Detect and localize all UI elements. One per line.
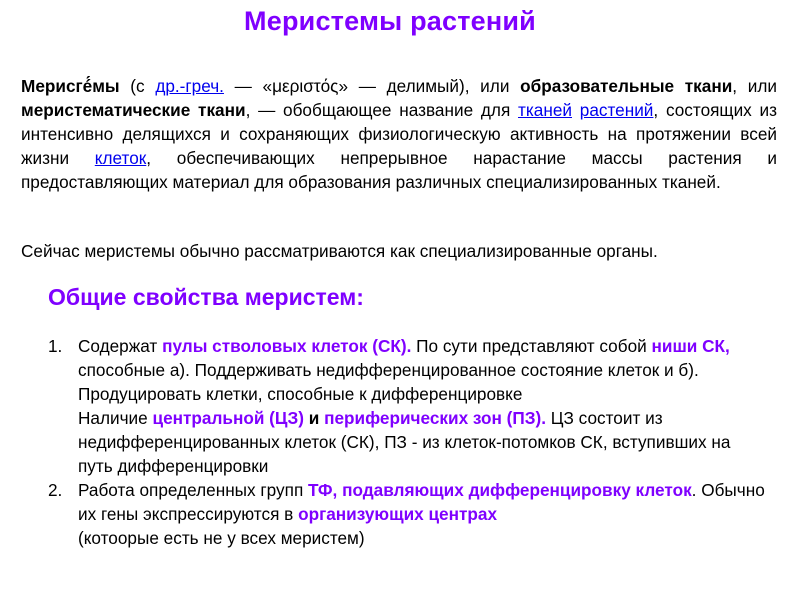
definition-text: , — обобщающее название для: [245, 100, 519, 120]
term-educational-tissues: образовательные ткани: [520, 76, 733, 96]
organs-note: Сейчас меристемы обычно рассматриваются как специализированные органы.: [21, 241, 658, 261]
list-item-text: Работа определенных групп: [78, 480, 309, 500]
list-item: [48, 334, 768, 478]
definition-text: , обеспечивающих непрерывное нарастание массы растения и предоставляющих материал для образования различных специализированных тканей.: [21, 148, 777, 192]
term-meristems: Мерисгé́мы: [21, 76, 120, 96]
properties-list: [48, 334, 768, 550]
link-plants[interactable]: растений: [579, 100, 654, 120]
definition-text: , состоящих из интенсивно делящихся и сохраняющих физиологическую активность на протяжении всей жизни: [21, 100, 778, 168]
page-title: Меристемы растений: [244, 6, 536, 36]
highlight-stem-cell-niches: ниши СК,: [651, 336, 730, 356]
list-item: [48, 478, 768, 550]
list-item-text: (котоорые есть не у всех меристем): [78, 528, 365, 548]
highlight-transcription-factors: ТФ, подавляющих дифференцировку клеток: [308, 480, 692, 500]
definition-text: — «μεριστός» — делимый), или: [223, 76, 521, 96]
list-item-text: ЦЗ состоит из недифференцированных клеток (СК), ПЗ - из клеток-потомков СК, вступивших на путь дифференцировки: [78, 408, 731, 476]
list-item-text: Содержат: [78, 336, 163, 356]
highlight-stem-cell-pools: пулы стволовых клеток (СК).: [162, 336, 412, 356]
link-cells[interactable]: клеток: [94, 148, 147, 168]
highlight-central-zone: центральной (ЦЗ): [152, 408, 304, 428]
definition-text: , или: [732, 76, 777, 96]
list-item-text: . Обычно их гены экспрессируются в: [78, 480, 765, 524]
definition-text: [572, 100, 580, 120]
list-item-text: Наличие: [78, 408, 153, 428]
list-item-text: и: [303, 408, 325, 428]
list-item-text: способные а). Поддерживать недифференцированное состояние клеток и б). Продуцировать клетки, способные к дифференцировке: [78, 360, 699, 404]
definition-paragraph: [21, 74, 777, 194]
list-item-number: 2.: [48, 480, 63, 500]
highlight-organizing-centers: организующих центрах: [298, 504, 498, 524]
highlight-peripheral-zones: периферических зон (ПЗ).: [324, 408, 547, 428]
definition-text: (с: [119, 76, 156, 96]
link-ancient-greek[interactable]: др.-греч.: [155, 76, 224, 96]
term-meristematic-tissues: меристематические ткани: [21, 100, 246, 120]
link-tissues[interactable]: тканей: [518, 100, 572, 120]
list-item-number: 1.: [48, 336, 63, 356]
list-item-text: По сути представляют собой: [411, 336, 652, 356]
section-title-properties: Общие свойства меристем:: [48, 284, 364, 310]
